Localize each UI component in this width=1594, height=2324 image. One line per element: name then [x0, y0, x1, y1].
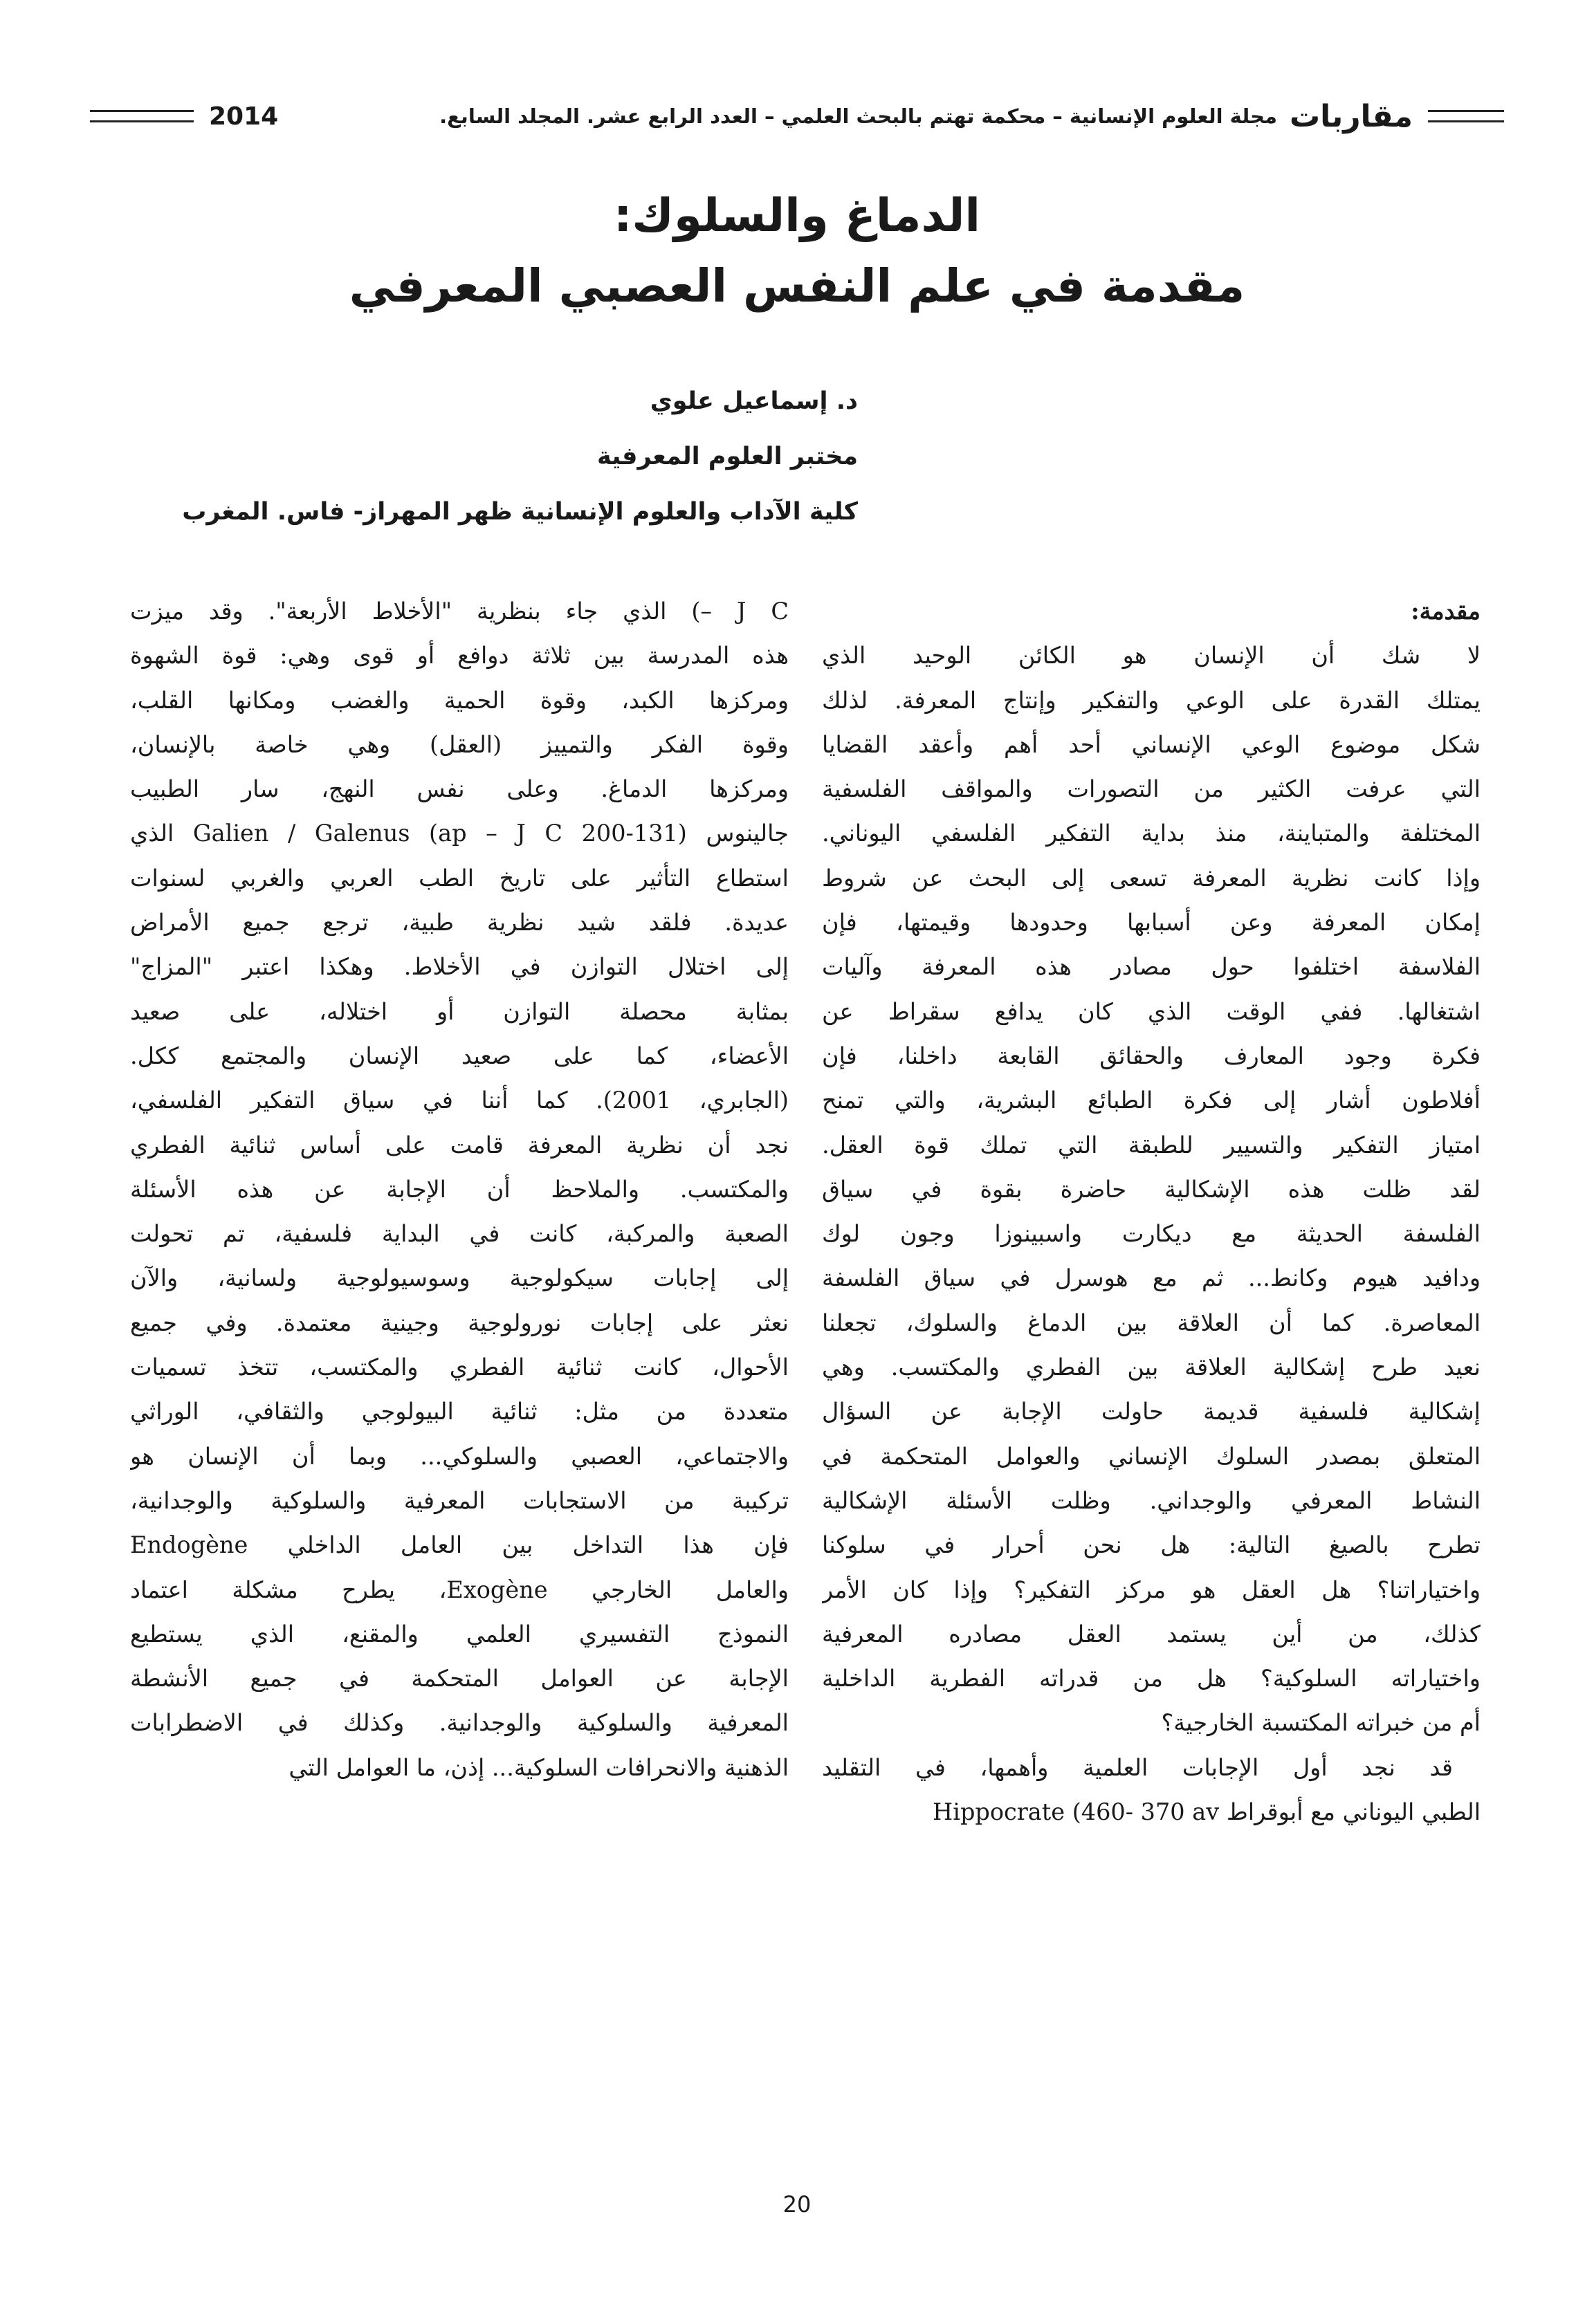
- section-heading: مقدمة:: [1411, 598, 1481, 625]
- body-column-right: [822, 589, 1481, 1834]
- text-line: المتعلق بمصدر السلوك الإنساني والعوامل المتحكمة في: [822, 1442, 1481, 1470]
- text-line: وإذا كانت نظرية المعرفة تسعى إلى البحث عن شروط: [822, 864, 1481, 892]
- title-line-2: مقدمة في علم النفس العصبي المعرفي: [349, 259, 1245, 313]
- text-line: عديدة. فلقد شيد نظرية طبية، ترجع جميع الأمراض: [130, 909, 789, 937]
- text-line: النشاط المعرفي والوجداني. وظلت الأسئلة الإشكالية: [822, 1486, 1481, 1514]
- title-line-1: الدماغ والسلوك:: [613, 189, 981, 242]
- text-line: تركيبة من الاستجابات المعرفية والسلوكية والوجدانية،: [130, 1486, 789, 1514]
- text-line: متعددة من مثل: ثنائية البيولوجي والثقافي، الوراثي: [130, 1398, 789, 1426]
- header-rule-left: [90, 110, 194, 122]
- text-line: الفلاسفة اختلفوا حول مصادر هذه المعرفة وآليات: [822, 953, 1481, 981]
- text-line: لقد ظلت هذه الإشكالية حاضرة بقوة في سياق: [822, 1175, 1481, 1203]
- text-line: المعاصرة. كما أن العلاقة بين الدماغ والسلوك، تجعلنا: [822, 1309, 1481, 1336]
- text-line: ودافيد هيوم وكانط... ثم مع هوسرل في سياق الفلسفة: [822, 1264, 1481, 1292]
- text-line: تطرح بالصيغ التالية: هل نحن أحرار في سلوكنا: [822, 1531, 1481, 1559]
- text-line: الإجابة عن العوامل المتحكمة في جميع الأنشطة: [130, 1665, 789, 1693]
- text-line: شكل موضوع الوعي الإنساني أحد أهم وأعقد القضايا: [822, 730, 1481, 758]
- text-line: الفلسفة الحديثة مع ديكارت واسبينوزا وجون لوك: [822, 1220, 1481, 1248]
- journal-brand: مقاربات: [1289, 98, 1413, 134]
- running-header: [90, 95, 1504, 137]
- text-line: والاجتماعي، العصبي والسلوكي... وبما أن الإنسان هو: [130, 1442, 789, 1470]
- text-line: نجد أن نظرية المعرفة قامت على أساس ثنائية الفطري: [130, 1131, 789, 1159]
- text-line: نعيد طرح إشكالية العلاقة بين الفطري والمكتسب. وهي: [822, 1354, 1481, 1381]
- author-lab: مختبر العلوم المعرفية: [597, 443, 858, 470]
- text-line: الصعبة والمركبة، كانت في البداية فلسفية، تم تحولت: [130, 1220, 789, 1248]
- text-line: أفلاطون أشار إلى فكرة الطبائع البشرية، والتي تمنح: [822, 1087, 1481, 1114]
- page-number: 20: [782, 2191, 812, 2217]
- text-line: (الجابري، 2001). كما أننا في سياق التفكير الفلسفي،: [130, 1087, 789, 1114]
- text-line: جالينوس Galien / Galenus (ap – J C 200-131) الذي: [130, 820, 789, 847]
- text-line: واختياراتنا؟ هل العقل هو مركز التفكير؟ وإذا كان الأمر: [822, 1576, 1481, 1603]
- text-line: بمثابة محصلة التوازن أو اختلاله، على صعيد: [130, 997, 789, 1025]
- text-line: الأحوال، كانت ثنائية الفطري والمكتسب، تتخذ تسميات: [130, 1354, 789, 1381]
- text-line: والعامل الخارجي Exogène، يطرح مشكلة اعتماد: [130, 1576, 789, 1603]
- body-column-left: [130, 589, 789, 1790]
- text-line: إلى إجابات سيكولوجية وسوسيولوجية ولسانية، والآن: [130, 1264, 789, 1292]
- text-line: هذه المدرسة بين ثلاثة دوافع أو قوى وهي: قوة الشهوة: [130, 642, 789, 670]
- article-title: [208, 181, 1386, 322]
- text-line: المختلفة والمتباينة، منذ بداية التفكير الفلسفي اليوناني.: [822, 820, 1481, 847]
- text-line: نعثر على إجابات نورولوجية وجينية معتمدة. وفي جميع: [130, 1309, 789, 1336]
- author-affiliation: كلية الآداب والعلوم الإنسانية ظهر المهراز- فاس. المغرب: [182, 498, 858, 526]
- text-line: J C –) الذي جاء بنظرية "الأخلاط الأربعة". وقد ميزت: [130, 598, 789, 625]
- text-line: امتياز التفكير والتسيير للطبقة التي تملك قوة العقل.: [822, 1131, 1481, 1159]
- text-line: إشكالية فلسفية قديمة حاولت الإجابة عن السؤال: [822, 1398, 1481, 1426]
- text-line: واختياراته السلوكية؟ هل من قدراته الفطرية الداخلية: [822, 1665, 1481, 1693]
- text-line: والمكتسب. والملاحظ أن الإجابة عن هذه الأسئلة: [130, 1175, 789, 1203]
- text-line: الذهنية والانحرافات السلوكية... إذن، ما العوامل التي: [288, 1753, 789, 1781]
- text-line: الطبي اليوناني مع أبوقراط Hippocrate (460- 370 av: [933, 1798, 1481, 1826]
- text-line: الأعضاء، كما على صعيد الإنسان والمجتمع ككل.: [130, 1042, 789, 1069]
- header-rule-right: [1428, 110, 1504, 122]
- text-line: يمتلك القدرة على الوعي والتفكير وإنتاج المعرفة. لذلك: [822, 686, 1481, 714]
- journal-year: 2014: [209, 102, 279, 131]
- author-name: د. إسماعيل علوي: [650, 387, 858, 415]
- text-line: اشتغالها. ففي الوقت الذي كان يدافع سقراط عن: [822, 997, 1481, 1025]
- journal-info: مجلة العلوم الإنسانية – محكمة تهتم بالبحث العلمي – العدد الرابع عشر. المجلد السابع.: [439, 104, 1277, 128]
- text-line: استطاع التأثير على تاريخ الطب العربي والغربي لسنوات: [130, 864, 789, 892]
- text-line: فإن هذا التداخل بين العامل الداخلي Endogène: [130, 1531, 789, 1559]
- text-line: التي عرفت الكثير من التصورات والمواقف الفلسفية: [822, 775, 1481, 803]
- text-line: كذلك، من أين يستمد العقل مصادره المعرفية: [822, 1620, 1481, 1648]
- text-line: وقوة الفكر والتمييز (العقل) وهي خاصة بالإنسان،: [130, 730, 789, 758]
- text-line: ومركزها الكبد، وقوة الحمية والغضب ومكانها القلب،: [130, 686, 789, 714]
- text-line: المعرفية والسلوكية والوجدانية. وكذلك في الاضطرابات: [130, 1709, 789, 1737]
- text-line: إمكان المعرفة وعن أسبابها وحدودها وقيمتها، فإن: [822, 909, 1481, 937]
- text-line: لا شك أن الإنسان هو الكائن الوحيد الذي: [822, 642, 1481, 670]
- text-line: أم من خبراته المكتسبة الخارجية؟: [1161, 1709, 1481, 1737]
- text-line: النموذج التفسيري العلمي والمقنع، الذي يستطيع: [130, 1620, 789, 1648]
- text-line: فكرة وجود المعارف والحقائق القابعة داخلنا، فإن: [822, 1042, 1481, 1069]
- author-block: [28, 374, 858, 540]
- text-line: ومركزها الدماغ. وعلى نفس النهج، سار الطبيب: [130, 775, 789, 803]
- text-line: إلى اختلال التوازن في الأخلاط. وهكذا اعتبر "المزاج": [130, 953, 789, 981]
- text-line: قد نجد أول الإجابات العلمية وأهمها، في التقليد: [822, 1753, 1453, 1781]
